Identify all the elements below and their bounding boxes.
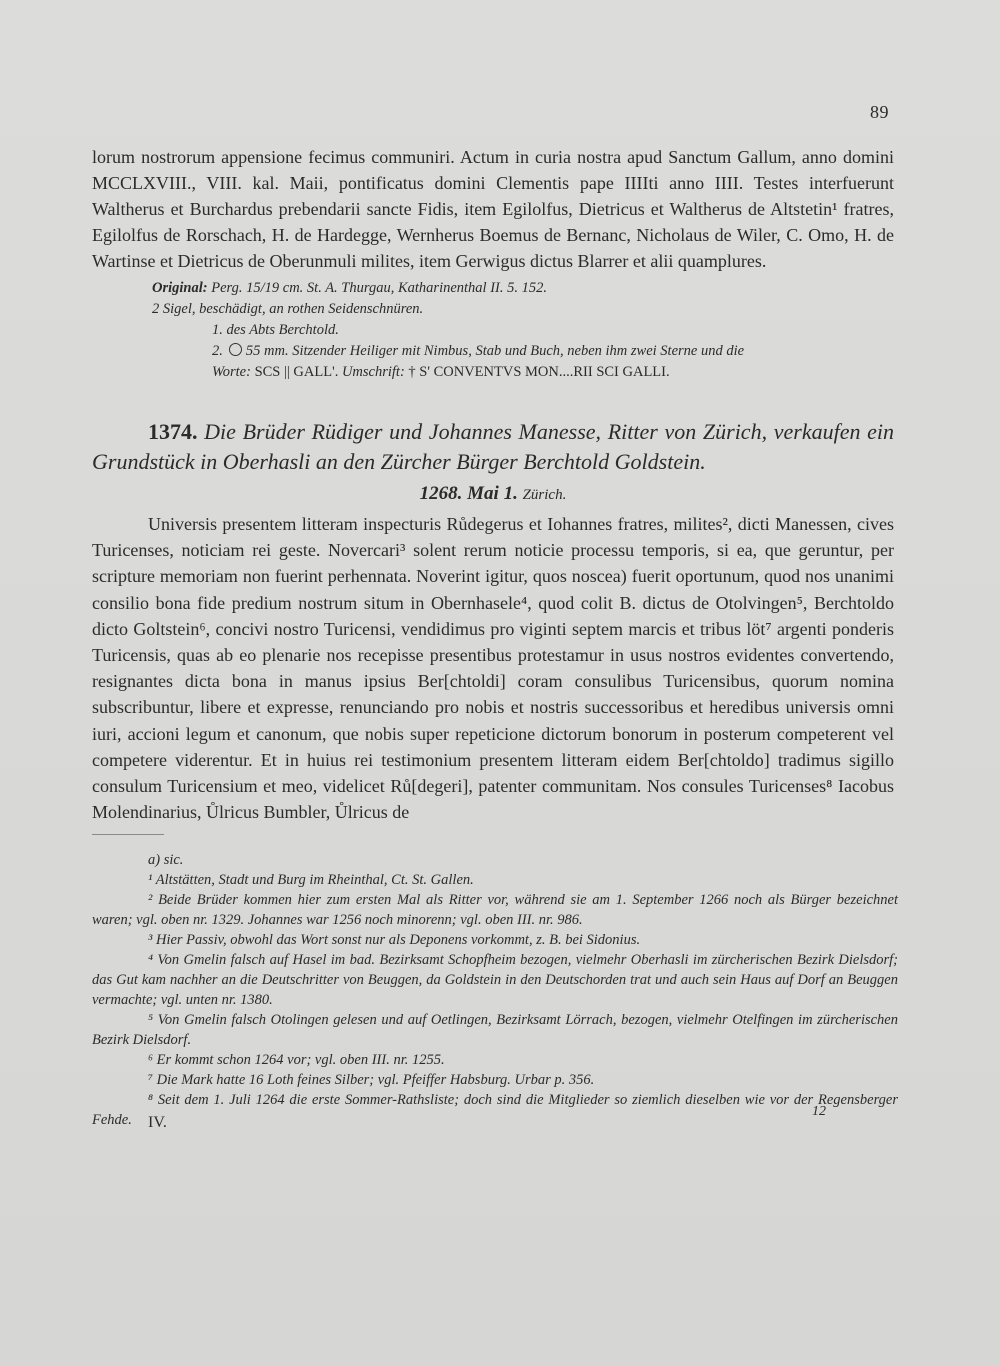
- footnote-a: a) sic.: [148, 852, 184, 868]
- document-title: Die Brüder Rüdiger und Johannes Manesse, Ritter von Zürich, verkaufen ein Grundstück in Oberhasli an den Zürcher Bürger Berchtold Goldstein.: [92, 419, 895, 474]
- footnotes: [92, 850, 898, 1130]
- footnote-7: ⁷ Die Mark hatte 16 Loth feines Silber; vgl. Pfeiffer Habsburg. Urbar p. 356.: [148, 1072, 595, 1088]
- original-label: Original:: [152, 280, 208, 296]
- footnote-1: ¹ Altstätten, Stadt und Burg im Rheinthal, Ct. St. Gallen.: [148, 872, 474, 888]
- seal-1: 1. des Abts Berchtold.: [212, 322, 339, 338]
- footnote-separator: [92, 834, 164, 835]
- signature-mark: 12: [812, 1104, 826, 1119]
- footnote-3: ³ Hier Passiv, obwohl das Wort sonst nur als Deponens vorkommt, z. B. bei Sidonius.: [148, 932, 641, 948]
- source-metadata: [92, 278, 894, 383]
- seal-2-inscriptions: [152, 362, 894, 383]
- footnote-4: ⁴ Von Gmelin falsch auf Hasel im bad. Bezirksamt Schopfheim bezogen, vielmehr Oberhasli im zürcherischen Bezirk Dielsdorf; das Gut kam nachher an die Deutschritter von Beuggen, da Goldstein in den Deutschorden trat und auch sein Haus auf Dorf an Beuggen vermachte; vgl. unten nr. 1380.: [92, 952, 898, 1008]
- document-number: 1374.: [148, 419, 198, 444]
- document-place: Zürich.: [522, 487, 567, 503]
- footnote-8: ⁸ Seit dem 1. Juli 1264 die erste Sommer-Rathsliste; doch sind die Mitglieder so ziemlich dieselben wie vor der Regensberger Fehde.: [92, 1092, 898, 1128]
- page-number: 89: [870, 102, 889, 122]
- seal-2: [152, 341, 894, 362]
- footnote-6: ⁶ Er kommt schon 1264 vor; vgl. oben III. nr. 1255.: [148, 1052, 445, 1068]
- umschrift-text: † S' CONVENTVS MON....RII SCI GALLI.: [408, 364, 670, 380]
- seal-2-number: 2.: [212, 343, 223, 359]
- umschrift-label: Umschrift:: [341, 364, 405, 380]
- diameter-circle-icon: [229, 343, 242, 356]
- main-content: [92, 144, 894, 825]
- words-label: Worte:: [212, 364, 251, 380]
- original-text: Perg. 15/19 cm. St. A. Thurgau, Katharinenthal II. 5. 152.: [211, 280, 547, 296]
- seal-2-text: 55 mm. Sitzender Heiliger mit Nimbus, Stab und Buch, neben ihm zwei Sterne und die: [245, 343, 745, 359]
- original-line: [152, 278, 894, 299]
- seal-note: 2 Sigel, beschädigt, an rothen Seidenschnüren.: [152, 301, 424, 317]
- charter-text: Universis presentem litteram inspecturis Růdegerus et Iohannes fratres, milites², dicti Manessen, cives Turicenses, noticiam rei geste. Novercari³ solent rerum noticie processu temporis, si ea, que geruntur, per scripture memoriam non fuerint perhennata. Noverint igitur, quos noscea) fuerit oportunum, quod nos unanimi consilio bona fide predium nostrum situm in Obernhasele⁴, quod colit B. dictus de Otolvingen⁵, Berchtoldo dicto Goltstein⁶, concivi nostro Turicensi, vendidimus pro viginti septem marcis et tribus löt⁷ argenti ponderis Turicensis, quas ab eo plenarie nos recepisse presentibus protestamur in usus nostros evidentes convertendo, resignantes dicta bona in manus ipsius Ber[chtoldi] coram consulibus Turicensibus, quorum nomina subscribuntur, libere et expresse, renunciando pro nobis et nostris successoribus et heredibus universis omni iuri, accioni legum et canonum, que nobis super repeticione dictorum bonorum in posterum competerent vel competere viderentur. Et in huius rei testimonium presentem litteram eidem Ber[chtoldo] tradimus sigillo consulum Turicensium et meo, videlicet Rů[degeri], patenter communitam. Nos consules Turicenses⁸ Iacobus Molendinarius, Ůlricus Bumbler, Ůlricus de: [92, 514, 894, 823]
- footnote-2: ² Beide Brüder kommen hier zum ersten Mal als Ritter vor, während sie am 1. September 1266 noch als Bürger bezeichnet waren; vgl. oben nr. 1329. Johannes war 1256 noch minorenn; vgl. oben III. nr. 986.: [92, 892, 898, 928]
- document-heading: [92, 417, 894, 477]
- footnote-5: ⁵ Von Gmelin falsch Otolingen gelesen und auf Oetlingen, Bezirksamt Lörrach, bezogen, vielmehr Otelfingen im zürcherischen Bezirk Dielsdorf.: [92, 1012, 898, 1048]
- words-text: SCS || GALL'.: [254, 364, 339, 380]
- dateline: [92, 483, 894, 505]
- volume-mark: IV.: [148, 1114, 167, 1131]
- continued-text: lorum nostrorum appensione fecimus communiri. Actum in curia nostra apud Sanctum Gallum, anno domini MCCLXVIII., VIII. kal. Maii, pontificatus domini Clementis pape IIIIti anno IIII. Testes interfuerunt Waltherus et Burchardus prebendarii sancte Fidis, item Egilolfus, Dietricus et Waltherus de Altstetin¹ fratres, Egilolfus de Rorschach, H. de Hardegge, Wernherus Boemus de Bernanc, Nicholaus de Wiler, C. Omo, H. de Wartinse et Dietricus de Oberunmuli milites, item Gerwigus dictus Blarrer et alii quamplures.: [92, 147, 894, 271]
- document-date: 1268. Mai 1.: [419, 483, 518, 504]
